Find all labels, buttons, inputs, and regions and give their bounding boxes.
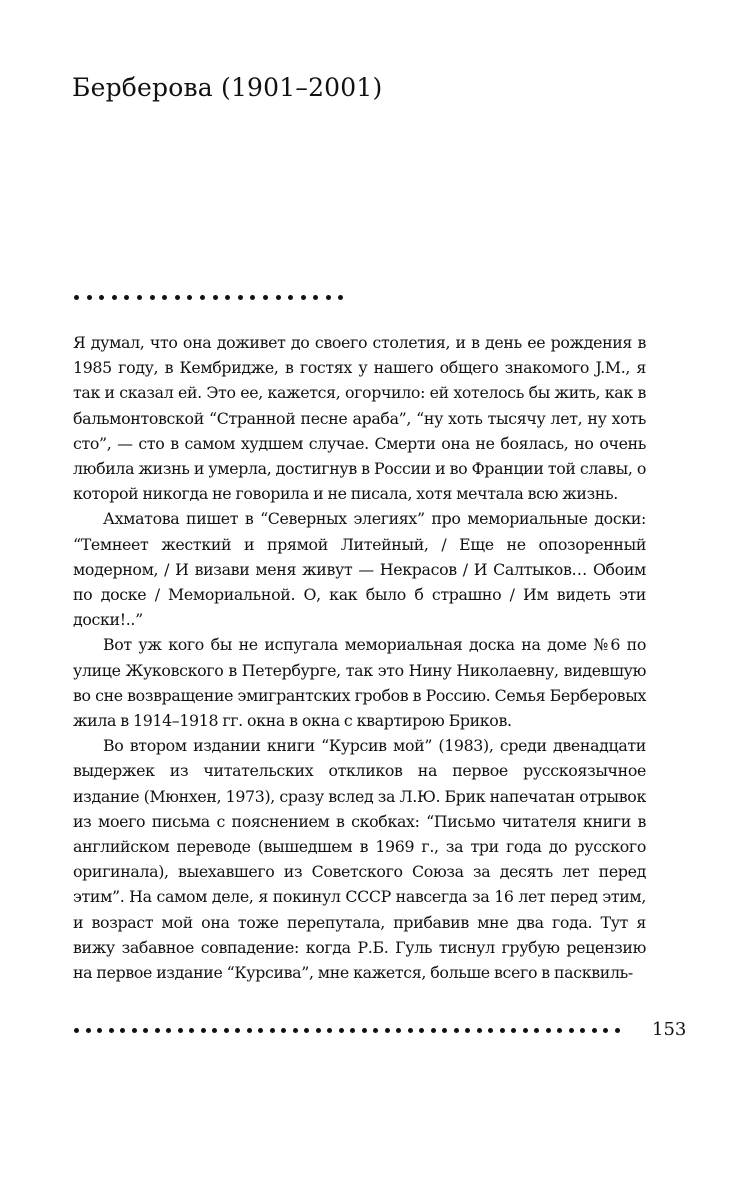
- dot-ornament: [276, 295, 281, 300]
- dot-ornament: [304, 1028, 309, 1033]
- dot-ornament: [362, 1028, 367, 1033]
- dot-ornament: [408, 1028, 413, 1033]
- dot-ornament: [137, 295, 142, 300]
- dot-ornament: [213, 295, 218, 300]
- dot-ornament: [419, 1028, 424, 1033]
- dot-ornament: [338, 295, 343, 300]
- dot-ornament: [235, 1028, 240, 1033]
- dot-ornament: [162, 295, 167, 300]
- dot-ornament: [258, 1028, 263, 1033]
- dot-ornament: [178, 1028, 183, 1033]
- dot-ornament: [270, 1028, 275, 1033]
- dot-ornament: [86, 1028, 91, 1033]
- dot-ornament: [293, 1028, 298, 1033]
- dot-ornament: [175, 295, 180, 300]
- dot-ornament: [112, 295, 117, 300]
- body-text: [73, 330, 646, 985]
- dot-ornament: [132, 1028, 137, 1033]
- dot-ornament: [327, 1028, 332, 1033]
- dot-ornament: [373, 1028, 378, 1033]
- dot-ornament: [87, 295, 92, 300]
- dot-ornament: [124, 295, 129, 300]
- dot-ornament: [339, 1028, 344, 1033]
- dot-ornament: [316, 1028, 321, 1033]
- chapter-title: Берберова (1901–2001): [72, 73, 383, 102]
- dot-ornament: [281, 1028, 286, 1033]
- dot-ornament: [546, 1028, 551, 1033]
- top-dotted-rule: [74, 293, 343, 301]
- dot-ornament: [166, 1028, 171, 1033]
- dot-ornament: [189, 1028, 194, 1033]
- dot-ornament: [99, 295, 104, 300]
- dot-ornament: [615, 1028, 620, 1033]
- dot-ornament: [212, 1028, 217, 1033]
- dot-ornament: [263, 295, 268, 300]
- paragraph-1: Я думал, что она доживет до своего столетия, и в день ее рождения в 1985 году, в Кембридже, в гостях у нашего общего знакомого J.M., я так и сказал ей. Это ее, кажется, огорчило: ей хотелось бы жить, как в бальмонтовской “Странной песне араба”, “ну хоть тысячу лет, ну хоть сто”, — сто в самом худшем случае. Смерти она не боялась, но очень любила жизнь и умерла, достигнув в России и во Франции той славы, о которой никогда не говорила и не писала, хотя мечтала всю жизнь.: [73, 333, 646, 504]
- dot-ornament: [454, 1028, 459, 1033]
- dot-ornament: [431, 1028, 436, 1033]
- paragraph-3: Вот уж кого бы не испугала мемориальная доска на доме №6 по улице Жуковского в Петербурге, так это Нину Николаевну, видевшую во сне возвращение эмигрантских гробов в Россию. Семья Берберовых жила в 1914–1918 гг. окна в окна с квартирою Бриков.: [73, 635, 646, 731]
- dot-ornament: [488, 1028, 493, 1033]
- dot-ornament: [200, 295, 205, 300]
- dot-ornament: [120, 1028, 125, 1033]
- dot-ornament: [534, 1028, 539, 1033]
- dot-ornament: [150, 295, 155, 300]
- dot-ornament: [224, 1028, 229, 1033]
- dot-ornament: [465, 1028, 470, 1033]
- paragraph-4: Во втором издании книги “Курсив мой” (1983), среди двенадцати выдержек из читательских откликов на первое русскоязычное издание (Мюнхен, 1973), сразу вслед за Л.Ю. Брик напечатан отрывок из моего письма с пояснением в скобках: “Письмо читателя книги в английском переводе (вышедшем в 1969 г., за три года до русского оригинала), выехавшего из Советского Союза за десять лет перед этим”. На самом деле, я покинул СССР навсегда за 16 лет перед этим, и возраст мой она тоже перепутала, прибавив мне два года. Тут я вижу забавное совпадение: когда Р.Б. Гуль тиснул грубую рецензию на первое издание “Курсива”, мне кажется, больше всего в пасквиль-: [73, 736, 646, 983]
- dot-ornament: [74, 295, 79, 300]
- dot-ornament: [569, 1028, 574, 1033]
- dot-ornament: [557, 1028, 562, 1033]
- dot-ornament: [238, 295, 243, 300]
- dot-ornament: [97, 1028, 102, 1033]
- dot-ornament: [143, 1028, 148, 1033]
- dot-ornament: [301, 295, 306, 300]
- dot-ornament: [201, 1028, 206, 1033]
- dot-ornament: [225, 295, 230, 300]
- dot-ornament: [187, 295, 192, 300]
- dot-ornament: [442, 1028, 447, 1033]
- dot-ornament: [313, 295, 318, 300]
- dot-ornament: [477, 1028, 482, 1033]
- dot-ornament: [500, 1028, 505, 1033]
- dot-ornament: [247, 1028, 252, 1033]
- dot-ornament: [109, 1028, 114, 1033]
- bottom-dotted-rule: [74, 1026, 620, 1034]
- paragraph-2: Ахматова пишет в “Северных элегиях” про мемориальные доски: “Темнеет жесткий и прямой Литейный, / Еще не опозоренный модерном, / И визави меня живут — Некрасов / И Салтыков… Обоим по доске / Мемориальной. О, как было б страшно / Им видеть эти доски!..”: [73, 509, 646, 630]
- dot-ornament: [592, 1028, 597, 1033]
- dot-ornament: [350, 1028, 355, 1033]
- dot-ornament: [385, 1028, 390, 1033]
- dot-ornament: [155, 1028, 160, 1033]
- dot-ornament: [326, 295, 331, 300]
- dot-ornament: [288, 295, 293, 300]
- dot-ornament: [396, 1028, 401, 1033]
- dot-ornament: [523, 1028, 528, 1033]
- page-number: 153: [652, 1019, 687, 1040]
- dot-ornament: [74, 1028, 79, 1033]
- dot-ornament: [603, 1028, 608, 1033]
- dot-ornament: [580, 1028, 585, 1033]
- dot-ornament: [250, 295, 255, 300]
- dot-ornament: [511, 1028, 516, 1033]
